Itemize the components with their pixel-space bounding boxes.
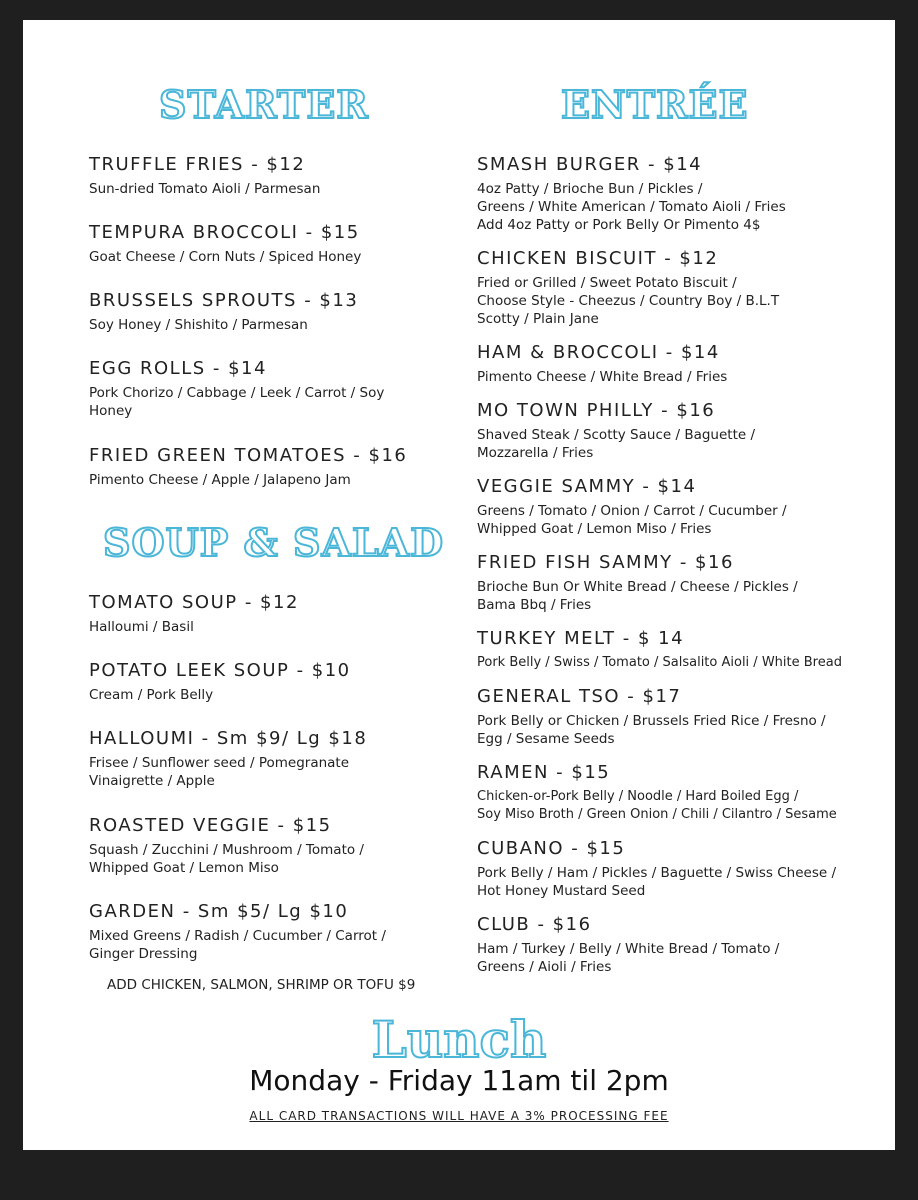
item-description: Sun-dried Tomato Aioli / Parmesan — [89, 181, 321, 197]
menu-item-garden — [89, 901, 429, 963]
menu-item-fried-green-tomatoes — [89, 445, 429, 489]
item-description: Pimento Cheese / Apple / Jalapeno Jam — [89, 472, 351, 488]
item-name: HALLOUMI - Sm $9/ Lg $18 — [89, 728, 368, 749]
menu-item-halloumi — [89, 728, 429, 790]
item-name: FRIED GREEN TOMATOES - $16 — [89, 445, 408, 466]
item-name: FRIED FISH SAMMY - $16 — [477, 552, 734, 573]
menu-item-truffle-fries — [89, 154, 429, 198]
item-name: TEMPURA BROCCOLI - $15 — [89, 222, 360, 243]
item-description: Squash / Zucchini / Mushroom / Tomato / Whipped Goat / Lemon Miso — [89, 842, 364, 876]
menu-item-potato-leek-soup — [89, 660, 429, 704]
menu-item-roasted-veggie — [89, 815, 429, 877]
menu-item-cubano — [477, 838, 887, 900]
item-description: Ham / Turkey / Belly / White Bread / Tomato / Greens / Aioli / Fries — [477, 941, 780, 975]
menu-item-ham-broccoli — [477, 342, 887, 386]
soup-salad-heading: SOUP & SALAD — [103, 520, 445, 565]
item-description: Greens / Tomato / Onion / Carrot / Cucumber / Whipped Goat / Lemon Miso / Fries — [477, 503, 787, 537]
lunch-heading: Lunch — [371, 1010, 547, 1069]
item-description: Brioche Bun Or White Bread / Cheese / Pickles / Bama Bbq / Fries — [477, 579, 798, 613]
menu-item-club — [477, 914, 887, 976]
lunch-hours: Monday - Friday 11am til 2pm — [249, 1064, 669, 1097]
item-name: POTATO LEEK SOUP - $10 — [89, 660, 351, 681]
item-description: Pork Chorizo / Cabbage / Leek / Carrot / Soy Honey — [89, 385, 385, 419]
item-description: Goat Cheese / Corn Nuts / Spiced Honey — [89, 249, 362, 265]
item-description: Mixed Greens / Radish / Cucumber / Carrot / Ginger Dressing — [89, 928, 386, 962]
menu-item-tomato-soup — [89, 592, 429, 636]
item-name: GARDEN - Sm $5/ Lg $10 — [89, 901, 349, 922]
item-description: Fried or Grilled / Sweet Potato Biscuit / Choose Style - Cheezus / Country Boy / B.L.T Scotty / Plain Jane — [477, 275, 780, 327]
menu-item-tempura-broccoli — [89, 222, 429, 266]
item-name: TURKEY MELT - $ 14 — [477, 628, 685, 649]
processing-fee-notice: ALL CARD TRANSACTIONS WILL HAVE A 3% PROCESSING FEE — [249, 1109, 669, 1123]
item-name: SMASH BURGER - $14 — [477, 154, 703, 175]
menu-item-veggie-sammy — [477, 476, 887, 538]
item-name: MO TOWN PHILLY - $16 — [477, 400, 716, 421]
item-description: Pork Belly or Chicken / Brussels Fried Rice / Fresno / Egg / Sesame Seeds — [477, 713, 826, 747]
item-name: EGG ROLLS - $14 — [89, 358, 267, 379]
entree-heading: ENTRÉE — [561, 82, 749, 127]
item-description: Frisee / Sunflower seed / Pomegranate Vinaigrette / Apple — [89, 755, 350, 789]
item-name: CUBANO - $15 — [477, 838, 626, 859]
item-name: CHICKEN BISCUIT - $12 — [477, 248, 719, 269]
item-name: BRUSSELS SPROUTS - $13 — [89, 290, 359, 311]
item-description: Pork Belly / Ham / Pickles / Baguette / Swiss Cheese / Hot Honey Mustard Seed — [477, 865, 837, 899]
item-name: TRUFFLE FRIES - $12 — [89, 154, 306, 175]
item-description: Pimento Cheese / White Bread / Fries — [477, 369, 728, 385]
menu-item-turkey-melt — [477, 628, 887, 672]
menu-item-fried-fish-sammy — [477, 552, 887, 614]
menu-page — [23, 20, 895, 1150]
menu-item-brussels-sprouts — [89, 290, 429, 334]
menu-item-egg-rolls — [89, 358, 429, 420]
item-name: CLUB - $16 — [477, 914, 592, 935]
menu-item-chicken-biscuit — [477, 248, 887, 328]
item-description: Cream / Pork Belly — [89, 687, 214, 703]
item-description: Chicken-or-Pork Belly / Noodle / Hard Boiled Egg / Soy Miso Broth / Green Onion / Chili / Cilantro / Sesame — [477, 789, 837, 822]
menu-item-mo-town-philly — [477, 400, 887, 462]
item-description: Pork Belly / Swiss / Tomato / Salsalito Aioli / White Bread — [477, 655, 842, 670]
menu-item-ramen — [477, 762, 887, 824]
item-name: TOMATO SOUP - $12 — [89, 592, 299, 613]
item-description: Soy Honey / Shishito / Parmesan — [89, 317, 308, 333]
menu-item-smash-burger — [477, 154, 887, 234]
item-name: RAMEN - $15 — [477, 762, 611, 783]
item-description: 4oz Patty / Brioche Bun / Pickles / Greens / White American / Tomato Aioli / Fries Add 4oz Patty or Pork Belly Or Pimento 4$ — [477, 181, 786, 233]
menu-item-general-tso — [477, 686, 887, 748]
item-description: Shaved Steak / Scotty Sauce / Baguette / Mozzarella / Fries — [477, 427, 756, 461]
item-name: VEGGIE SAMMY - $14 — [477, 476, 697, 497]
item-name: HAM & BROCCOLI - $14 — [477, 342, 720, 363]
item-name: ROASTED VEGGIE - $15 — [89, 815, 332, 836]
protein-addon-note: ADD CHICKEN, SALMON, SHRIMP OR TOFU $9 — [107, 977, 416, 993]
item-description: Halloumi / Basil — [89, 619, 194, 635]
item-name: GENERAL TSO - $17 — [477, 686, 682, 707]
starter-heading: STARTER — [159, 82, 369, 127]
